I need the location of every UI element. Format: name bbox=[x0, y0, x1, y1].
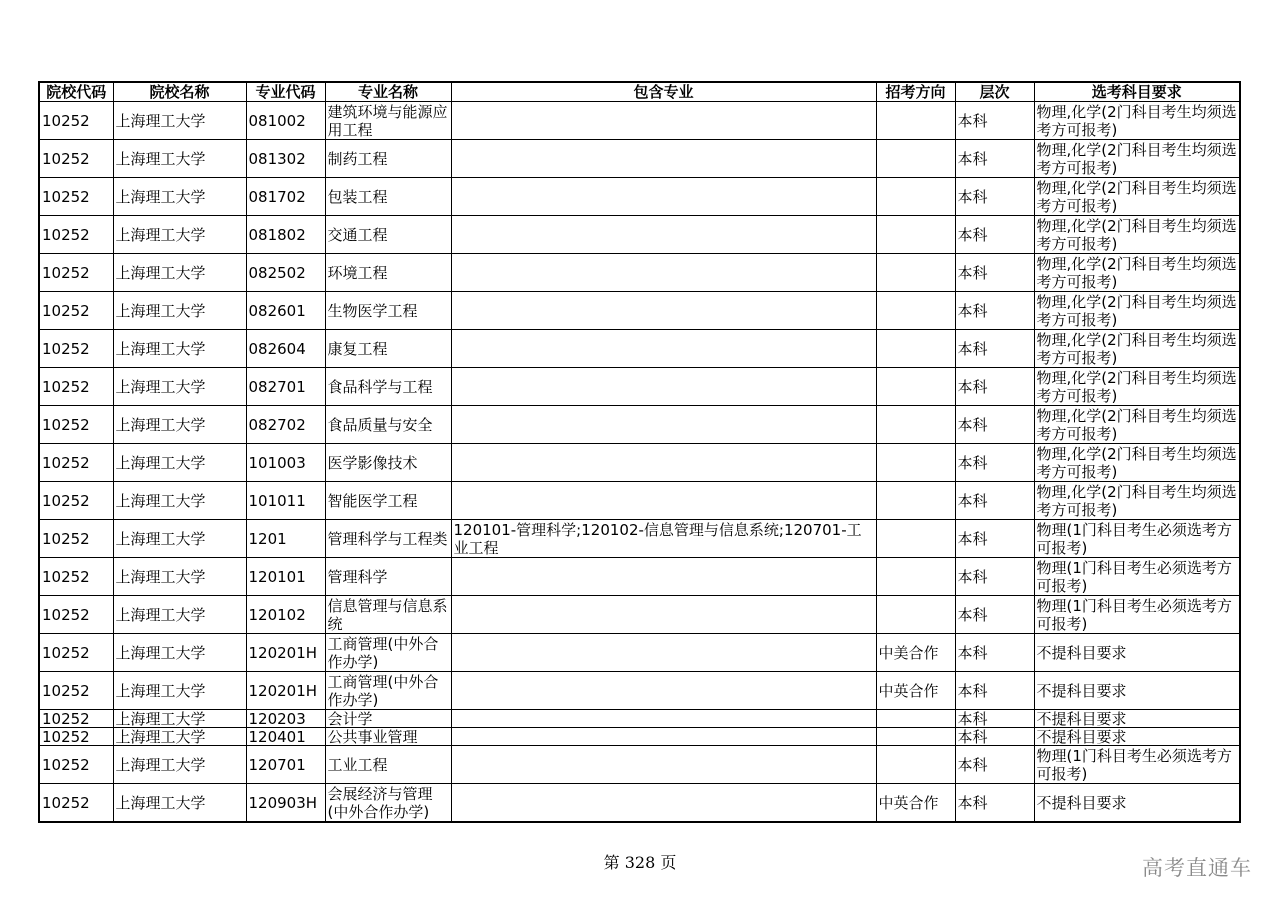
cell-direction bbox=[876, 178, 955, 216]
cell-subject-requirement: 物理,化学(2门科目考生均须选考方可报考) bbox=[1034, 216, 1240, 254]
cell-school-name: 上海理工大学 bbox=[113, 558, 246, 596]
cell-subject-requirement: 物理,化学(2门科目考生均须选考方可报考) bbox=[1034, 140, 1240, 178]
cell-major-code: 081802 bbox=[246, 216, 325, 254]
cell-major-name: 包装工程 bbox=[325, 178, 451, 216]
cell-included-majors bbox=[451, 710, 876, 728]
cell-direction bbox=[876, 728, 955, 746]
table-row bbox=[39, 292, 1240, 330]
cell-school-name: 上海理工大学 bbox=[113, 254, 246, 292]
cell-level: 本科 bbox=[955, 634, 1034, 672]
cell-included-majors bbox=[451, 292, 876, 330]
cell-school-name: 上海理工大学 bbox=[113, 728, 246, 746]
cell-major-name: 康复工程 bbox=[325, 330, 451, 368]
cell-major-name: 生物医学工程 bbox=[325, 292, 451, 330]
cell-direction: 中英合作 bbox=[876, 672, 955, 710]
cell-major-code: 120201H bbox=[246, 672, 325, 710]
cell-major-name: 管理科学与工程类 bbox=[325, 520, 451, 558]
cell-major-code: 1201 bbox=[246, 520, 325, 558]
cell-level: 本科 bbox=[955, 254, 1034, 292]
cell-level: 本科 bbox=[955, 330, 1034, 368]
cell-school-code: 10252 bbox=[39, 330, 113, 368]
cell-subject-requirement: 不提科目要求 bbox=[1034, 728, 1240, 746]
cell-major-name: 医学影像技术 bbox=[325, 444, 451, 482]
cell-major-name: 建筑环境与能源应用工程 bbox=[325, 102, 451, 140]
cell-direction bbox=[876, 254, 955, 292]
cell-included-majors bbox=[451, 178, 876, 216]
cell-direction bbox=[876, 102, 955, 140]
header-included-majors: 包含专业 bbox=[451, 82, 876, 102]
cell-major-name: 信息管理与信息系统 bbox=[325, 596, 451, 634]
cell-major-code: 120903H bbox=[246, 784, 325, 823]
cell-major-name: 环境工程 bbox=[325, 254, 451, 292]
cell-direction bbox=[876, 140, 955, 178]
cell-subject-requirement: 物理,化学(2门科目考生均须选考方可报考) bbox=[1034, 330, 1240, 368]
cell-included-majors bbox=[451, 102, 876, 140]
cell-school-code: 10252 bbox=[39, 216, 113, 254]
cell-school-code: 10252 bbox=[39, 292, 113, 330]
cell-school-code: 10252 bbox=[39, 558, 113, 596]
cell-level: 本科 bbox=[955, 520, 1034, 558]
cell-school-name: 上海理工大学 bbox=[113, 444, 246, 482]
table-row bbox=[39, 140, 1240, 178]
cell-school-name: 上海理工大学 bbox=[113, 216, 246, 254]
cell-direction: 中英合作 bbox=[876, 784, 955, 823]
table-row bbox=[39, 710, 1240, 728]
cell-major-code: 120101 bbox=[246, 558, 325, 596]
cell-subject-requirement: 物理(1门科目考生必须选考方可报考) bbox=[1034, 596, 1240, 634]
cell-subject-requirement: 物理,化学(2门科目考生均须选考方可报考) bbox=[1034, 368, 1240, 406]
cell-major-name: 会计学 bbox=[325, 710, 451, 728]
cell-direction bbox=[876, 520, 955, 558]
cell-level: 本科 bbox=[955, 482, 1034, 520]
cell-school-code: 10252 bbox=[39, 406, 113, 444]
cell-included-majors bbox=[451, 672, 876, 710]
cell-school-code: 10252 bbox=[39, 634, 113, 672]
cell-direction bbox=[876, 710, 955, 728]
cell-school-code: 10252 bbox=[39, 178, 113, 216]
cell-school-name: 上海理工大学 bbox=[113, 368, 246, 406]
cell-major-name: 食品科学与工程 bbox=[325, 368, 451, 406]
cell-major-name: 工业工程 bbox=[325, 746, 451, 784]
table-row bbox=[39, 102, 1240, 140]
cell-level: 本科 bbox=[955, 368, 1034, 406]
cell-school-code: 10252 bbox=[39, 444, 113, 482]
header-school-name: 院校名称 bbox=[113, 82, 246, 102]
cell-major-code: 101003 bbox=[246, 444, 325, 482]
table-row bbox=[39, 784, 1240, 823]
cell-school-name: 上海理工大学 bbox=[113, 520, 246, 558]
cell-subject-requirement: 物理,化学(2门科目考生均须选考方可报考) bbox=[1034, 444, 1240, 482]
cell-direction bbox=[876, 596, 955, 634]
table-row bbox=[39, 254, 1240, 292]
table-row bbox=[39, 178, 1240, 216]
table-row bbox=[39, 216, 1240, 254]
cell-school-code: 10252 bbox=[39, 710, 113, 728]
cell-included-majors bbox=[451, 596, 876, 634]
cell-included-majors bbox=[451, 746, 876, 784]
cell-major-name: 会展经济与管理(中外合作办学) bbox=[325, 784, 451, 823]
cell-subject-requirement: 不提科目要求 bbox=[1034, 672, 1240, 710]
cell-major-name: 交通工程 bbox=[325, 216, 451, 254]
cell-school-name: 上海理工大学 bbox=[113, 102, 246, 140]
cell-major-code: 082701 bbox=[246, 368, 325, 406]
cell-included-majors bbox=[451, 216, 876, 254]
cell-subject-requirement: 物理,化学(2门科目考生均须选考方可报考) bbox=[1034, 254, 1240, 292]
cell-major-code: 082702 bbox=[246, 406, 325, 444]
cell-school-code: 10252 bbox=[39, 368, 113, 406]
table-row bbox=[39, 444, 1240, 482]
cell-level: 本科 bbox=[955, 558, 1034, 596]
cell-school-name: 上海理工大学 bbox=[113, 178, 246, 216]
cell-level: 本科 bbox=[955, 292, 1034, 330]
cell-level: 本科 bbox=[955, 216, 1034, 254]
cell-subject-requirement: 不提科目要求 bbox=[1034, 634, 1240, 672]
cell-subject-requirement: 物理,化学(2门科目考生均须选考方可报考) bbox=[1034, 406, 1240, 444]
table-row bbox=[39, 520, 1240, 558]
cell-subject-requirement: 物理,化学(2门科目考生均须选考方可报考) bbox=[1034, 482, 1240, 520]
table-row bbox=[39, 558, 1240, 596]
header-level: 层次 bbox=[955, 82, 1034, 102]
cell-included-majors bbox=[451, 406, 876, 444]
watermark-logo: 高考直通车 bbox=[1142, 856, 1252, 880]
cell-major-name: 工商管理(中外合作办学) bbox=[325, 634, 451, 672]
cell-major-name: 制药工程 bbox=[325, 140, 451, 178]
table-row bbox=[39, 596, 1240, 634]
cell-school-name: 上海理工大学 bbox=[113, 634, 246, 672]
cell-school-name: 上海理工大学 bbox=[113, 746, 246, 784]
cell-direction: 中美合作 bbox=[876, 634, 955, 672]
cell-major-code: 082601 bbox=[246, 292, 325, 330]
cell-major-code: 082604 bbox=[246, 330, 325, 368]
cell-direction bbox=[876, 368, 955, 406]
table-row bbox=[39, 368, 1240, 406]
cell-school-code: 10252 bbox=[39, 672, 113, 710]
cell-level: 本科 bbox=[955, 596, 1034, 634]
table-row bbox=[39, 672, 1240, 710]
cell-major-code: 081702 bbox=[246, 178, 325, 216]
cell-major-code: 082502 bbox=[246, 254, 325, 292]
cell-level: 本科 bbox=[955, 728, 1034, 746]
cell-included-majors: 120101-管理科学;120102-信息管理与信息系统;120701-工业工程 bbox=[451, 520, 876, 558]
header-school-code: 院校代码 bbox=[39, 82, 113, 102]
cell-included-majors bbox=[451, 558, 876, 596]
cell-major-code: 120102 bbox=[246, 596, 325, 634]
cell-major-name: 公共事业管理 bbox=[325, 728, 451, 746]
cell-major-code: 101011 bbox=[246, 482, 325, 520]
cell-level: 本科 bbox=[955, 140, 1034, 178]
cell-included-majors bbox=[451, 140, 876, 178]
cell-level: 本科 bbox=[955, 784, 1034, 823]
cell-school-name: 上海理工大学 bbox=[113, 596, 246, 634]
cell-subject-requirement: 不提科目要求 bbox=[1034, 784, 1240, 823]
cell-school-name: 上海理工大学 bbox=[113, 406, 246, 444]
cell-direction bbox=[876, 406, 955, 444]
cell-included-majors bbox=[451, 368, 876, 406]
cell-direction bbox=[876, 216, 955, 254]
admission-table bbox=[38, 81, 1241, 823]
header-direction: 招考方向 bbox=[876, 82, 955, 102]
cell-level: 本科 bbox=[955, 746, 1034, 784]
cell-included-majors bbox=[451, 482, 876, 520]
cell-major-name: 管理科学 bbox=[325, 558, 451, 596]
table-row bbox=[39, 330, 1240, 368]
cell-direction bbox=[876, 558, 955, 596]
cell-school-name: 上海理工大学 bbox=[113, 710, 246, 728]
cell-direction bbox=[876, 292, 955, 330]
cell-major-code: 120201H bbox=[246, 634, 325, 672]
cell-school-code: 10252 bbox=[39, 746, 113, 784]
cell-school-code: 10252 bbox=[39, 520, 113, 558]
cell-school-code: 10252 bbox=[39, 728, 113, 746]
cell-major-code: 120203 bbox=[246, 710, 325, 728]
cell-subject-requirement: 物理,化学(2门科目考生均须选考方可报考) bbox=[1034, 178, 1240, 216]
cell-major-code: 081002 bbox=[246, 102, 325, 140]
cell-included-majors bbox=[451, 784, 876, 823]
cell-school-name: 上海理工大学 bbox=[113, 292, 246, 330]
cell-level: 本科 bbox=[955, 102, 1034, 140]
table-row bbox=[39, 406, 1240, 444]
cell-school-code: 10252 bbox=[39, 102, 113, 140]
cell-school-code: 10252 bbox=[39, 140, 113, 178]
cell-direction bbox=[876, 482, 955, 520]
cell-subject-requirement: 物理(1门科目考生必须选考方可报考) bbox=[1034, 746, 1240, 784]
cell-school-name: 上海理工大学 bbox=[113, 482, 246, 520]
cell-school-code: 10252 bbox=[39, 784, 113, 823]
cell-major-code: 120401 bbox=[246, 728, 325, 746]
cell-major-code: 120701 bbox=[246, 746, 325, 784]
cell-school-name: 上海理工大学 bbox=[113, 140, 246, 178]
cell-level: 本科 bbox=[955, 672, 1034, 710]
cell-subject-requirement: 不提科目要求 bbox=[1034, 710, 1240, 728]
cell-school-name: 上海理工大学 bbox=[113, 672, 246, 710]
table-row bbox=[39, 634, 1240, 672]
cell-level: 本科 bbox=[955, 178, 1034, 216]
cell-level: 本科 bbox=[955, 406, 1034, 444]
table-body bbox=[39, 102, 1240, 823]
cell-school-name: 上海理工大学 bbox=[113, 784, 246, 823]
cell-major-name: 智能医学工程 bbox=[325, 482, 451, 520]
table-row bbox=[39, 482, 1240, 520]
cell-major-name: 工商管理(中外合作办学) bbox=[325, 672, 451, 710]
table-row bbox=[39, 746, 1240, 784]
cell-school-code: 10252 bbox=[39, 596, 113, 634]
cell-included-majors bbox=[451, 634, 876, 672]
cell-level: 本科 bbox=[955, 710, 1034, 728]
page-number: 第 328 页 bbox=[603, 853, 677, 872]
cell-level: 本科 bbox=[955, 444, 1034, 482]
cell-subject-requirement: 物理,化学(2门科目考生均须选考方可报考) bbox=[1034, 102, 1240, 140]
cell-included-majors bbox=[451, 728, 876, 746]
table-row bbox=[39, 728, 1240, 746]
cell-subject-requirement: 物理(1门科目考生必须选考方可报考) bbox=[1034, 558, 1240, 596]
header-major-code: 专业代码 bbox=[246, 82, 325, 102]
header-major-name: 专业名称 bbox=[325, 82, 451, 102]
header-row bbox=[39, 82, 1240, 102]
cell-school-code: 10252 bbox=[39, 482, 113, 520]
cell-school-name: 上海理工大学 bbox=[113, 330, 246, 368]
cell-major-code: 081302 bbox=[246, 140, 325, 178]
cell-school-code: 10252 bbox=[39, 254, 113, 292]
cell-major-name: 食品质量与安全 bbox=[325, 406, 451, 444]
header-subject-requirement: 选考科目要求 bbox=[1034, 82, 1240, 102]
cell-direction bbox=[876, 330, 955, 368]
cell-direction bbox=[876, 746, 955, 784]
cell-direction bbox=[876, 444, 955, 482]
cell-included-majors bbox=[451, 444, 876, 482]
cell-included-majors bbox=[451, 330, 876, 368]
cell-subject-requirement: 物理,化学(2门科目考生均须选考方可报考) bbox=[1034, 292, 1240, 330]
cell-included-majors bbox=[451, 254, 876, 292]
cell-subject-requirement: 物理(1门科目考生必须选考方可报考) bbox=[1034, 520, 1240, 558]
